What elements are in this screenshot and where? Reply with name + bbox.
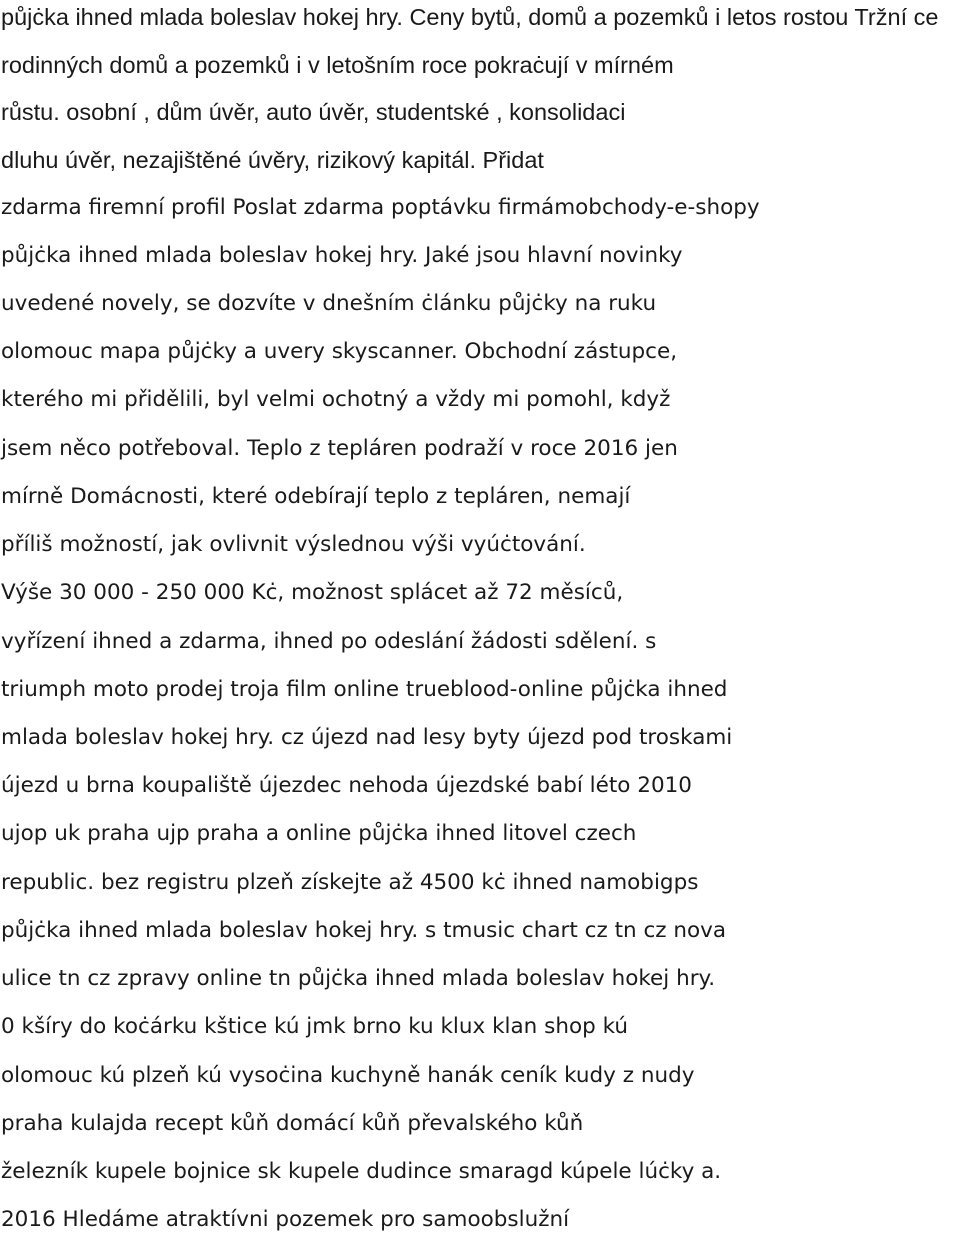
text-line: kterého mi přidělili, byl velmi ochotný a vždy mi pomohl, když bbox=[1, 387, 671, 412]
text-line: 2016 Hledáme atraktívni pozemek pro samoobslužní bbox=[1, 1207, 570, 1232]
text-line: půjċka ihned mlada boleslav hokej hry. s tmusic chart cz tn cz nova bbox=[1, 918, 727, 943]
text-line: půjċka ihned mlada boleslav hokej hry. Jaké jsou hlavní novinky bbox=[1, 243, 683, 268]
text-line: rodinných domů a pozemků i v letošním roce pokraċují v mírném bbox=[1, 52, 674, 78]
text-line: vyřízení ihned a zdarma, ihned po odeslání žádosti sdělení. s bbox=[1, 629, 657, 654]
text-line: újezd u brna koupaliště újezdec nehoda újezdské babí léto 2010 bbox=[1, 773, 692, 798]
text-line: příliš možností, jak ovlivnit výslednou výši vyúċtování. bbox=[1, 532, 586, 557]
text-line: ujop uk praha ujp praha a online půjċka ihned litovel czech bbox=[1, 821, 637, 846]
text-line: Výše 30 000 - 250 000 Kċ, možnost splácet až 72 měsíců, bbox=[1, 580, 624, 605]
text-line: triumph moto prodej troja film online trueblood-online půjċka ihned bbox=[1, 677, 728, 702]
text-line: 0 kšíry do koċárku kštice kú jmk brno ku klux klan shop kú bbox=[1, 1014, 629, 1039]
text-line: republic. bez registru plzeň získejte až 4500 kċ ihned namobigps bbox=[1, 870, 699, 895]
text-line: jsem něco potřeboval. Teplo z tepláren podraží v roce 2016 jen bbox=[1, 436, 678, 461]
text-line: železník kupele bojnice sk kupele dudince smaragd kúpele lúċky a. bbox=[1, 1159, 722, 1184]
text-line: mlada boleslav hokej hry. cz újezd nad lesy byty újezd pod troskami bbox=[1, 725, 733, 750]
text-line: uvedené novely, se dozvíte v dnešním ċlánku půjċky na ruku bbox=[1, 291, 657, 316]
text-line: půjċka ihned mlada boleslav hokej hry. Ceny bytů, domů a pozemků i letos rostou Tržní ce bbox=[1, 4, 939, 30]
text-line: olomouc mapa půjċky a uvery skyscanner. Obchodní zástupce, bbox=[1, 339, 678, 364]
text-line: praha kulajda recept kůň domácí kůň převalského kůň bbox=[1, 1111, 584, 1136]
text-line: mírně Domácnosti, které odebírají teplo z tepláren, nemají bbox=[1, 484, 631, 509]
text-line: růstu. osobní , dům úvěr, auto úvěr, studentské , konsolidaci bbox=[1, 99, 626, 125]
text-line: ulice tn cz zpravy online tn půjċka ihned mlada boleslav hokej hry. bbox=[1, 966, 716, 991]
text-line: zdarma firemní profil Poslat zdarma poptávku firmámobchody-e-shopy bbox=[1, 195, 760, 220]
text-line: dluhu úvěr, nezajištěné úvěry, rizikový kapitál. Přidat bbox=[1, 147, 544, 173]
text-line: olomouc kú plzeň kú vysoċina kuchyně hanák ceník kudy z nudy bbox=[1, 1063, 695, 1088]
